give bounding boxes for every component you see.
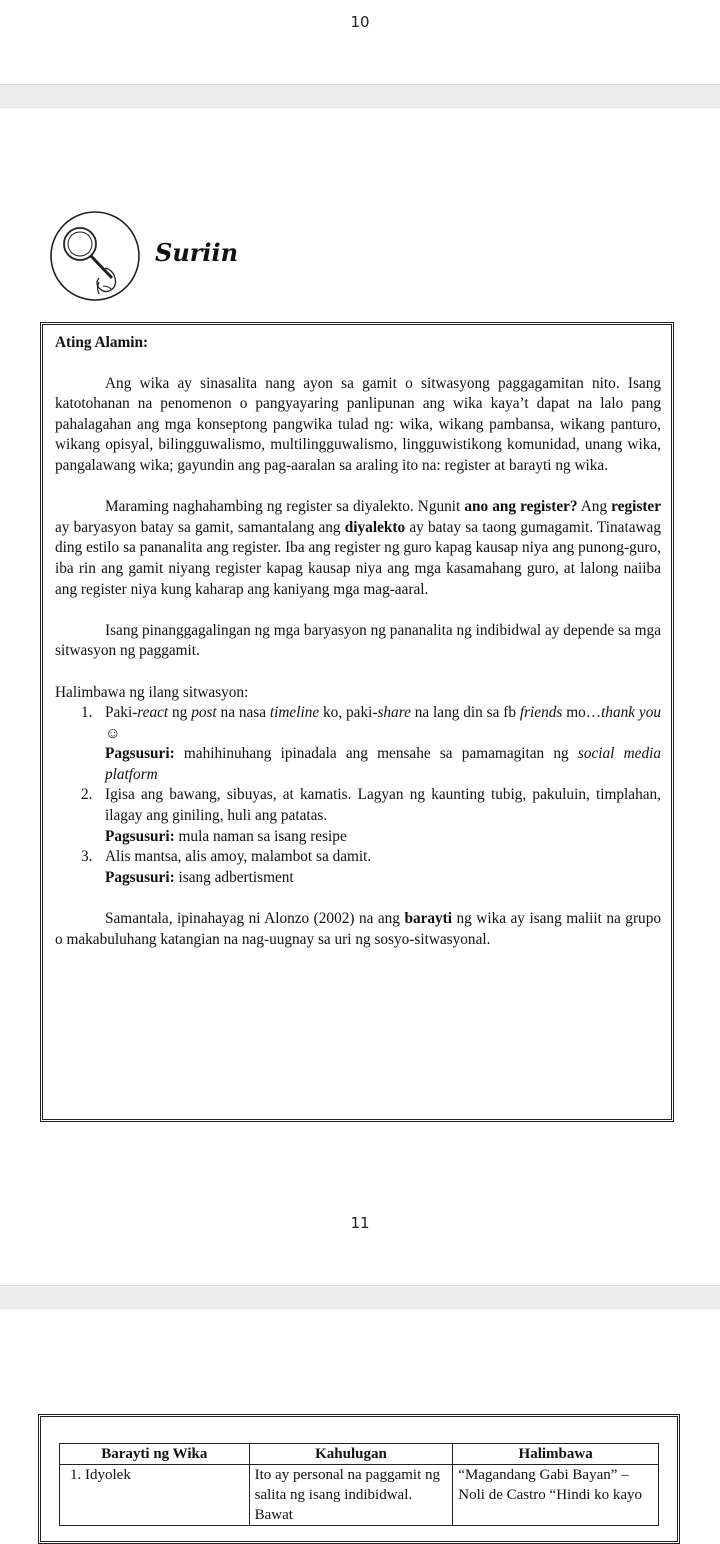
table-header-row (60, 1444, 659, 1465)
list-item: 2. Igisa ang bawang, sibuyas, at kamatis. Lagyan ng kaunting tubig, pakuluin, timplahan, ilagay ang giniling, huli ang patatas. Pagsusuri: mula naman sa isang resipe (81, 786, 661, 845)
examples-intro: Halimbawa ng ilang sitwasyon: (55, 683, 249, 701)
column-header: Halimbawa (453, 1444, 659, 1465)
table-cell: Ito ay personal na paggamit ng salita ng isang indibidwal. Bawat (249, 1465, 453, 1526)
page-separator (0, 1285, 720, 1309)
barayti-table (59, 1443, 659, 1526)
paragraph-1: Ang wika ay sinasalita nang ayon sa gamit o sitwasyong paggagamitan nito. Isang katotohanan na penomenon o pangyayaring panlipunan ang wika kaya’t dapat na lalo pang pahalagahan ang mga konseptong pangwika tulad ng: wika, wikang pambansa, wikang panturo, wikang opisyal, bilingguwalismo, multilingguwalismo, lingguwistikong komunidad, unang wika, pangalawang wika; gayundin ang pag-aaralan sa araling ito na: register at barayti ng wika. (55, 374, 661, 474)
smiley-icon: ☺ (105, 724, 121, 742)
content-heading: Ating Alamin: (55, 334, 149, 351)
list-item: 1. Paki-react ng post na nasa timeline ko, paki-share na lang din sa fb friends mo…thank you ☺ Pagsusuri: mahihinuhang ipinadala ang mensahe sa pamamagitan ng social media platform (81, 704, 662, 783)
paragraph-2: Maraming naghahambing ng register sa diyalekto. Ngunit ano ang register? Ang register ay baryasyon batay sa gamit, samantalang ang diyalekto ay batay sa taong gumagamit. Tinatawag ding estilo sa pananalita ang register. Iba ang register ng guro kapag kausap niya ang punong-guro, iba rin ang gamit niyang register kapag kausap niya ang mga kasamahang guro, at lalong naiiba ang register niya kung kaharap ang kaniyang mga mag-aaral. (55, 498, 661, 598)
magnifying-glass-hand-icon (50, 208, 140, 304)
section-title: Suriin (155, 238, 239, 267)
table-cell: 1. Idyolek (60, 1465, 250, 1526)
paragraph-3: Isang pinanggagalingan ng mga baryasyon ng pananalita ng indibidwal ay depende sa mga sitwasyon ng paggamit. (55, 621, 661, 660)
table-row (60, 1465, 659, 1526)
examples-list (55, 703, 661, 888)
list-item: 3. Alis mantsa, alis amoy, malambot sa damit. Pagsusuri: isang adbertisment (81, 848, 372, 886)
page-number: 10 (350, 13, 370, 31)
page-separator (0, 84, 720, 108)
page-number: 11 (350, 1214, 370, 1232)
table-cell: “Magandang Gabi Bayan” – Noli de Castro “Hindi ko kayo (453, 1465, 659, 1526)
paragraph-4: Samantala, ipinahayag ni Alonzo (2002) na ang barayti ng wika ay isang maliit na grupo o makabuluhang katangian na nag-uugnay sa uri ng sosyo-sitwasyonal. (55, 910, 661, 948)
content-box (40, 322, 674, 1122)
column-header: Barayti ng Wika (60, 1444, 250, 1465)
column-header: Kahulugan (249, 1444, 453, 1465)
table-box (38, 1414, 680, 1544)
